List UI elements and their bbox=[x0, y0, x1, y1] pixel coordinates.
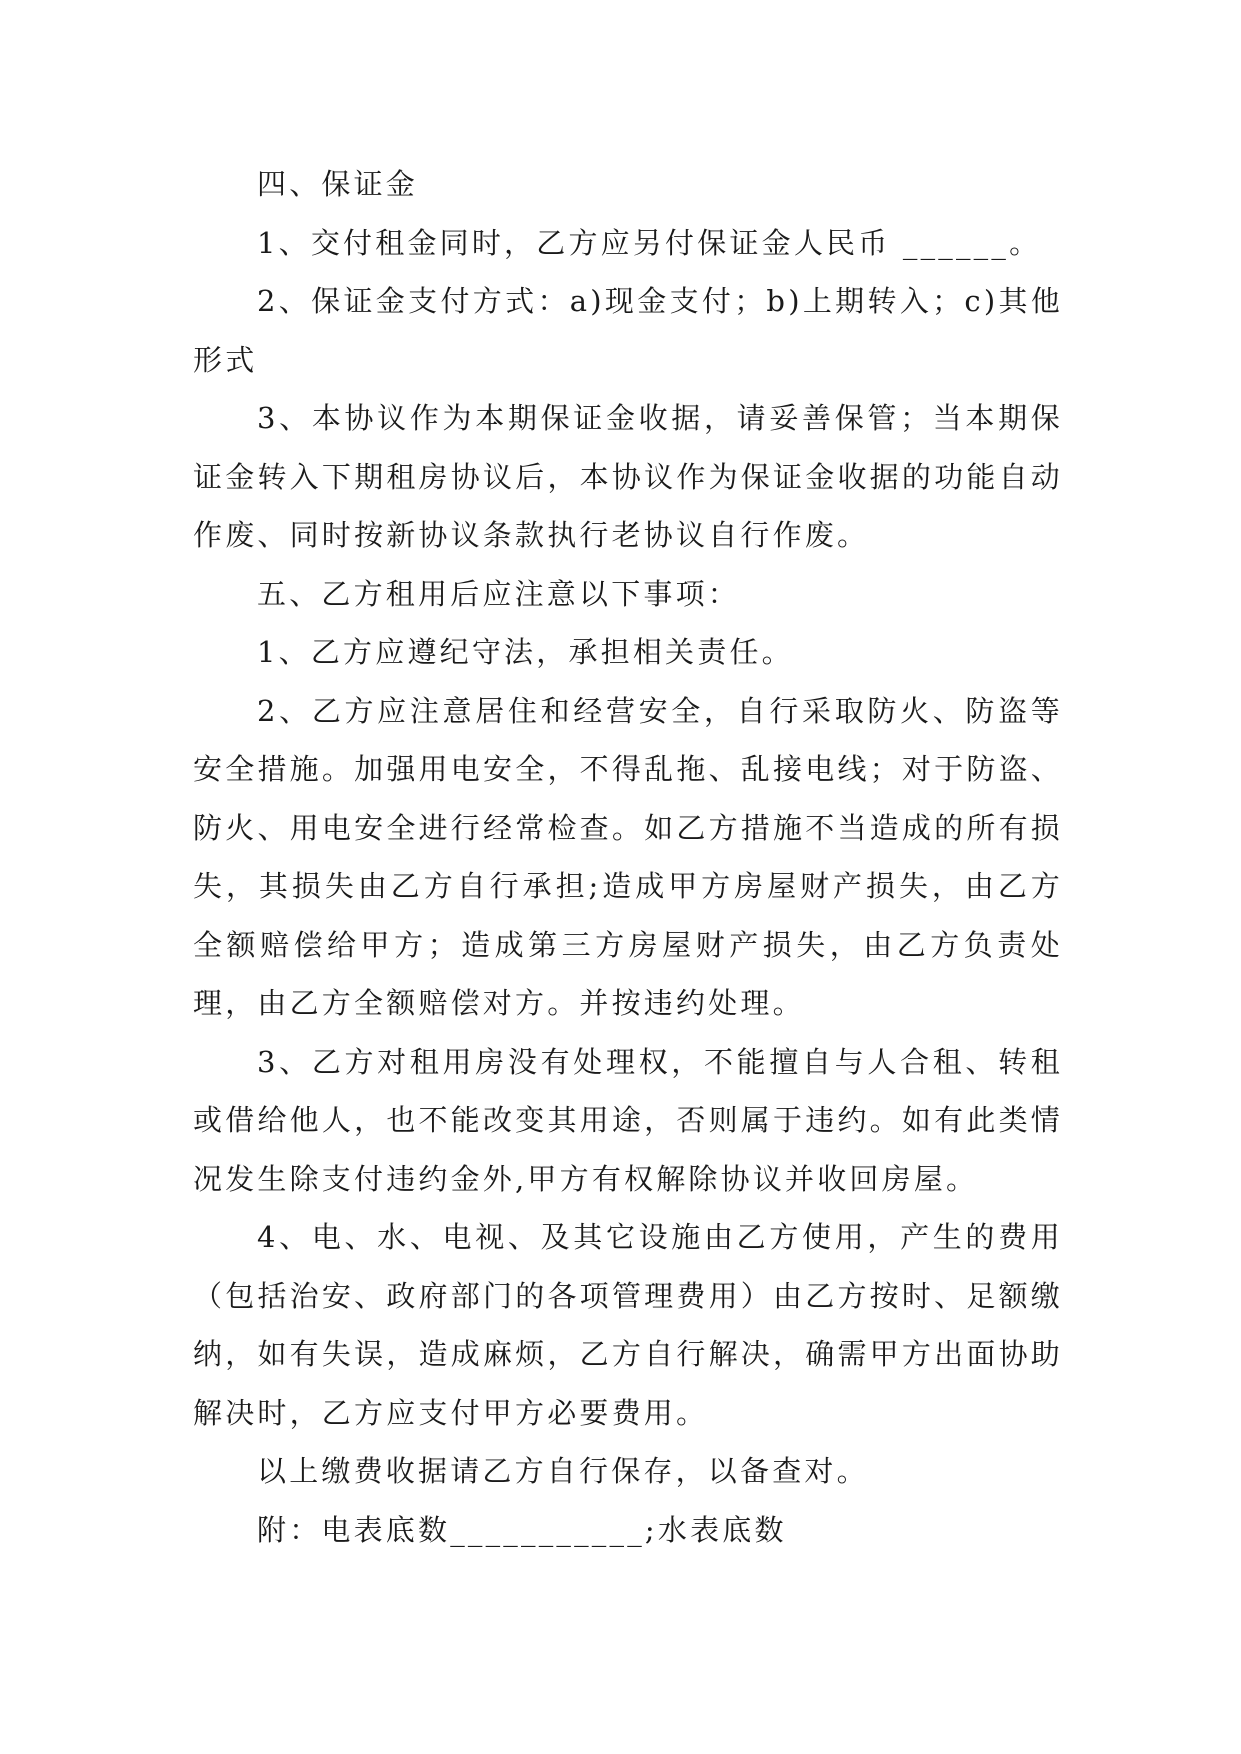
deposit-clause-3: 3、本协议作为本期保证金收据，请妥善保管；当本期保证金转入下期租房协议后，本协议作为保证金收据的功能自动作废、同时按新协议条款执行老协议自行作废。 bbox=[193, 401, 1063, 552]
document-page bbox=[193, 155, 1063, 1559]
receipt-note: 以上缴费收据请乙方自行保存，以备查对。 bbox=[257, 1454, 869, 1488]
deposit-clause-1: 1、交付租金同时，乙方应另付保证金人民币 ______。 bbox=[257, 225, 1042, 260]
tenant-clause-3: 3、乙方对租用房没有处理权，不能擅自与人合租、转租或借给他人，也不能改变其用途，否则属于违约。如有此类情况发生除支付违约金外,甲方有权解除协议并收回房屋。 bbox=[193, 1044, 1063, 1196]
section-heading-deposit: 四、保证金 bbox=[257, 167, 419, 201]
meter-readings-line: 附：电表底数___________;水表底数 bbox=[257, 1512, 787, 1547]
section-heading-tenant-notes: 五、乙方租用后应注意以下事项： bbox=[257, 576, 741, 611]
tenant-clause-4: 4、电、水、电视、及其它设施由乙方使用，产生的费用（包括治安、政府部门的各项管理费用）由乙方按时、足额缴纳，如有失误，造成麻烦，乙方自行解决，确需甲方出面协助解决时，乙方应支付甲方必要费用。 bbox=[193, 1220, 1063, 1430]
deposit-clause-2: 2、保证金支付方式：a)现金支付；b)上期转入；c)其他形式 bbox=[193, 284, 1063, 377]
tenant-clause-2: 2、乙方应注意居住和经营安全，自行采取防火、防盗等安全措施。加强用电安全，不得乱拖、乱接电线；对于防盗、防火、用电安全进行经常检查。如乙方措施不当造成的所有损失，其损失由乙方自行承担;造成甲方房屋财产损失，由乙方全额赔偿给甲方；造成第三方房屋财产损失，由乙方负责处理，由乙方全额赔偿对方。并按违约处理。 bbox=[193, 693, 1063, 1020]
tenant-clause-1: 1、乙方应遵纪守法，承担相关责任。 bbox=[257, 635, 794, 669]
